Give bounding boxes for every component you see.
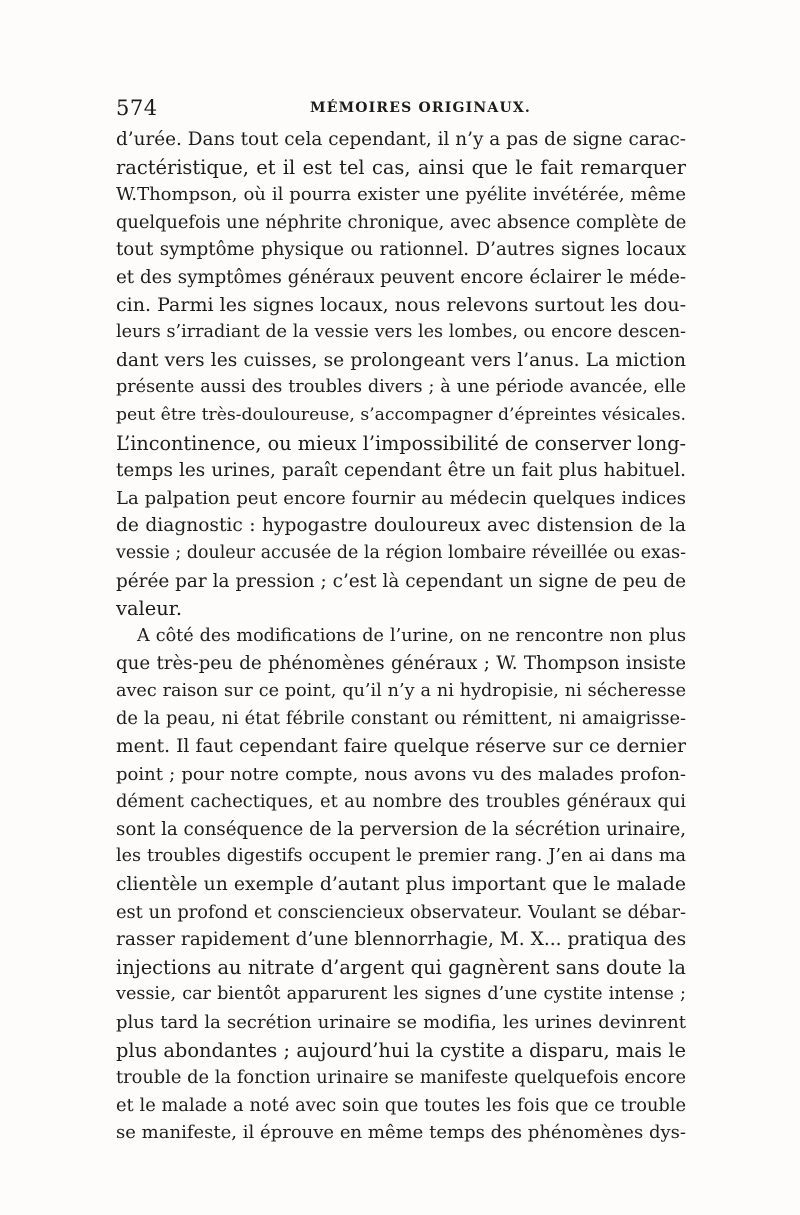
text-line: plus abondantes ; aujourd’hui la cystite a disparu, mais le: [116, 1038, 686, 1062]
text-line: La palpation peut encore fournir au médecin quelques indices: [116, 487, 686, 509]
text-line: temps les urines, paraît cependant être un fait plus habituel.: [116, 460, 686, 482]
running-head: MÉMOIRES ORIGINAUX.: [310, 100, 531, 116]
text-line: les troubles digestifs occupent le premier rang. J’en ai dans ma: [116, 846, 686, 867]
text-line: quelquefois une néphrite chronique, avec absence complète de: [116, 211, 687, 233]
page-header: [116, 96, 686, 126]
body-text: [116, 126, 686, 1147]
text-line: ractéristique, et il est tel cas, ainsi que le fait remarquer: [116, 155, 686, 179]
text-line: valeur.: [116, 597, 182, 621]
text-line: rasser rapidement d’une blennorrhagie, M. X... pratiqua des: [116, 929, 687, 951]
text-line: de diagnostic : hypogastre douloureux avec distension de la: [116, 515, 686, 537]
text-line: trouble de la fonction urinaire se manifeste quelquefois encore: [116, 1067, 686, 1089]
text-line: vessie, car bientôt apparurent les signes d’une cystite intense ;: [116, 984, 686, 1005]
text-line: de la peau, ni état fébrile constant ou rémittent, ni amaigrisse-: [116, 708, 686, 730]
text-line: cin. Parmi les signes locaux, nous relevons surtout les dou-: [116, 293, 686, 316]
text-line: pérée par la pression ; c’est là cependant un signe de peu de: [116, 570, 686, 592]
text-line: vessie ; douleur accusée de la région lombaire réveillée ou exas-: [116, 542, 686, 563]
page-number: 574: [116, 96, 158, 120]
text-line: W.Thompson, où il pourra exister une pyélite invétérée, même: [116, 184, 686, 206]
text-line: A côté des modifications de l’urine, on ne rencontre non plus: [137, 625, 686, 646]
text-line: L’incontinence, ou mieux l’impossibilité de conserver long-: [116, 431, 686, 455]
text-line: clientèle un exemple d’autant plus important que le malade: [116, 874, 686, 896]
text-line: se manifeste, il éprouve en même temps des phénomènes dys-: [116, 1122, 686, 1144]
text-line: que très-peu de phénomènes généraux ; W. Thompson insiste: [116, 653, 686, 675]
text-line: présente aussi des troubles divers ; à une période avancée, elle: [116, 377, 686, 398]
text-line: d’urée. Dans tout cela cependant, il n’y a pas de signe carac-: [116, 129, 686, 150]
text-line: point ; pour notre compte, nous avons vu des malades profon-: [116, 763, 686, 785]
text-line: et des symptômes généraux peuvent encore éclairer le méde-: [116, 266, 686, 288]
text-line: est un profond et consciencieux observateur. Voulant se débar-: [116, 901, 686, 923]
text-line: tout symptôme physique ou rationnel. D’autres signes locaux: [116, 239, 686, 261]
text-line: ment. Il faut cependant faire quelque réserve sur ce dernier: [116, 736, 686, 758]
text-line: sont la conséquence de la perversion de la sécrétion urinaire,: [116, 818, 686, 840]
text-line: dant vers les cuisses, se prolongeant vers l’anus. La miction: [116, 349, 686, 371]
text-line: dément cachectiques, et au nombre des troubles généraux qui: [116, 791, 686, 813]
text-line: avec raison sur ce point, qu’il n’y a ni hydropisie, ni sécheresse: [116, 680, 686, 701]
text-line: et le malade a noté avec soin que toutes les fois que ce trouble: [116, 1094, 686, 1116]
text-line: injections au nitrate d’argent qui gagnèrent sans doute la: [116, 955, 686, 979]
text-line: leurs s’irradiant de la vessie vers les lombes, ou encore descen-: [116, 322, 686, 343]
text-line: plus tard la secrétion urinaire se modifia, les urines devinrent: [116, 1012, 686, 1033]
text-line: peut être très-douloureuse, s’accompagner d’épreintes vésicales.: [116, 404, 686, 425]
